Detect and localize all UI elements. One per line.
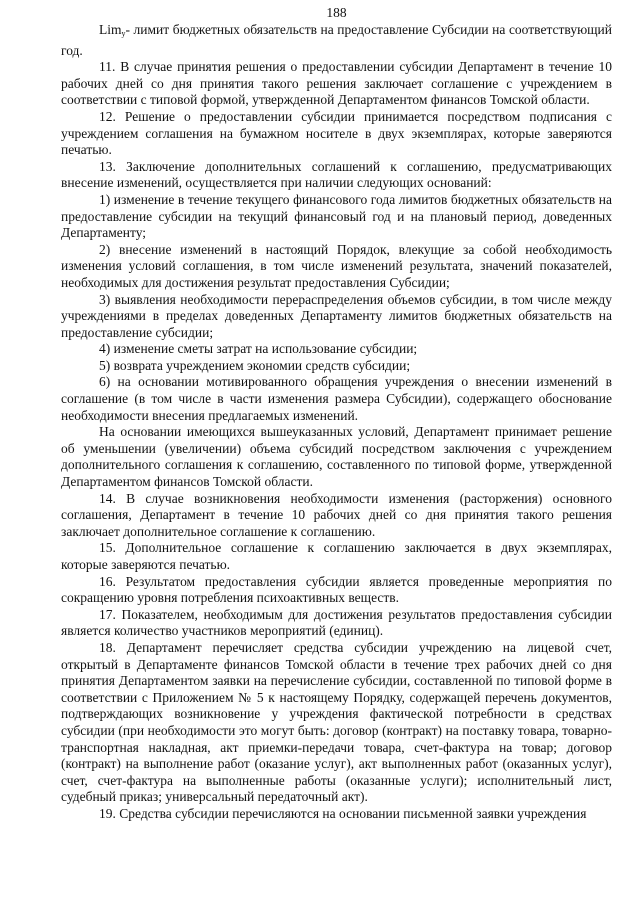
paragraph-19: 19. Средства субсидии перечисляются на основании письменной заявки учреждения — [99, 805, 587, 821]
lim-symbol — [99, 22, 126, 37]
paragraph-12: 12. Решение о предоставлении субсидии принимается посредством подписания с учреждением соглашения на бумажном носителе в двух экземплярах, которые заверяются печатью. — [61, 108, 612, 158]
page-number: 188 — [326, 5, 347, 20]
list-item-4: 4) изменение сметы затрат на использование субсидии; — [99, 341, 418, 357]
formula-definition — [61, 22, 612, 59]
list-item-3: 3) выявления необходимости перераспределения объемов субсидии, в том числе между учреждениями в пределах доведенных Департаменту лимитов бюджетных обязательств на предоставление субсидии; — [61, 291, 612, 340]
list-item-1: 1) изменение в течение текущего финансового года лимитов бюджетных обязательств на предоставление субсидии на текущий финансовый год и на плановый период, доведенных Департаменту; — [61, 191, 612, 241]
paragraph-15: 15. Дополнительное соглашение к соглашению заключается в двух экземплярах, которые заверяются печатью. — [61, 540, 612, 572]
paragraph-18: 18. Департамент перечисляет средства субсидии учреждению на лицевой счет, открытый в Департаменте финансов Томской области в течение трех рабочих дней со дня принятия Департаментом заявки на перечисление субсидии, составленной по типовой форме в соответствии с Приложением № 5 к настоящему Порядку, содержащей перечень документов, подтверждающих возникновение у учреждения фактической потребности в средствах субсидии (при необходимости это могут быть: договор (контракт) на поставку товара, товарно-транспортная накладная, акт приемки-передачи товара, счет-фактура на товар; договор (контракт) на выполнение работ (оказание услуг), акт выполненных работ (оказанных услуг), счет, счет-фактура на выполненные работы (оказанные услуги); исполнительный лист, судебный приказ; универсальный передаточный акт). — [61, 639, 612, 805]
formula-definition-text: - лимит бюджетных обязательств на предоставление Субсидии на соответствующий год. — [61, 22, 612, 58]
paragraph-14: 14. В случае возникновения необходимости изменения (расторжения) основного соглашения, Департамент в течение 10 рабочих дней со дня принятия такого решения заключает дополнительное соглашение к соглашению. — [61, 490, 612, 539]
list-item-2: 2) внесение изменений в настоящий Порядок, влекущие за собой необходимость изменения условий соглашения, в том числе изменений результата, значений показателей, необходимых для достижения результат предоставления Субсидии; — [61, 241, 612, 290]
lim-symbol-subscript: y — [121, 29, 126, 38]
lim-symbol-base: Lim — [99, 22, 122, 37]
paragraph-16: 16. Результатом предоставления субсидии является проведенные мероприятия по сокращению уровня потребления психоактивных веществ. — [61, 573, 612, 606]
paragraph-13: 13. Заключение дополнительных соглашений к соглашению, предусматривающих внесение изменений, осуществляется при наличии следующих оснований: — [61, 158, 612, 191]
paragraph-decision: На основании имеющихся вышеуказанных условий, Департамент принимает решение об уменьшении (увеличении) объема субсидий посредством заключения с учреждением дополнительного соглашения к соглашению, составленного по типовой форме, утвержденной Департаментом финансов Томской области. — [61, 424, 612, 490]
paragraph-11: 11. В случае принятия решения о предоставлении субсидии Департамент в течение 10 рабочих дней со дня принятия такого решения заключает соглашение с учреждением в соответствии с типовой формой, утвержденной Департаментом финансов Томской области. — [61, 59, 612, 108]
list-item-6: 6) на основании мотивированного обращения учреждения о внесении изменений в соглашение (в том числе в части изменения размера Субсидии), содержащего обоснование необходимости внесения предлагаемых изменений. — [61, 374, 612, 423]
paragraph-17: 17. Показателем, необходимым для достижения результатов предоставления субсидии является количество участников мероприятий (единиц). — [61, 606, 612, 639]
list-item-5: 5) возврата учреждением экономии средств субсидии; — [99, 357, 411, 373]
